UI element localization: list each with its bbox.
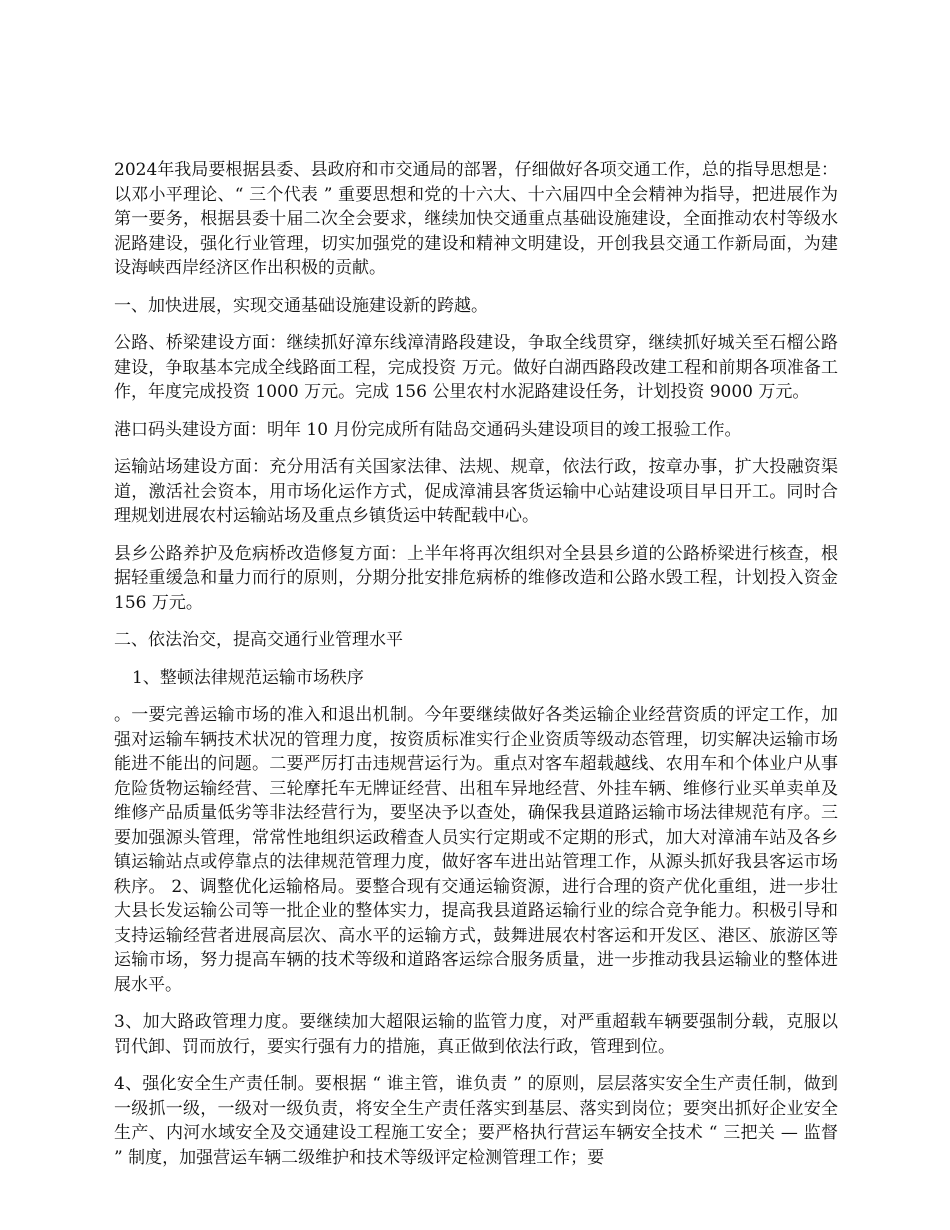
paragraph-road-maintenance: 县乡公路养护及危病桥改造修复方面：上半年将再次组织对全县县乡道的公路桥梁进行核查，根据轻重缓急和量力而行的原则，分期分批安排危病桥的维修改造和公路水毁工程，计划投入资金 156 万元。 <box>114 543 838 613</box>
section-heading-1: 一、加快进展，实现交通基础设施建设新的跨越。 <box>114 295 488 316</box>
section-heading-2: 二、依法治交，提高交通行业管理水平 <box>114 630 403 650</box>
paragraph-highway-bridge: 公路、桥梁建设方面：继续抓好漳东线漳清路段建设，争取全线贯穿，继续抓好城关至石榴公路建设，争取基本完成全线路面工程，完成投资 万元。做好白湖西路段改建工程和前期各项准备工作，年度完成投资 1000 万元。完成 156 公里农村水泥路建设任务，计划投资 9000 万元。 <box>114 333 838 402</box>
paragraph-road-administration: 3、加大路政管理力度。要继续加大超限运输的监管力度，对严重超载车辆要强制分载，克服以罚代卸、罚而放行，要实行强有力的措施，真正做到依法行政，管理到位。 <box>114 1012 838 1057</box>
paragraph-market-regulation: 。一要完善运输市场的准入和退出机制。今年要继续做好各类运输企业经营资质的评定工作，加强对运输车辆技术状况的管理力度，按资质标准实行企业资质等级动态管理，切实解决运输市场能进不能出的问题。二要严厉打击违规营运行为。重点对客车超载越线、农用车和个体业户从事危险货物运输经营、三轮摩托车无牌证经营、出租车异地经营、外挂车辆、维修行业买单卖单及维修产品质量低劣等非法经营行为，要坚决予以查处，确保我县道路运输市场法律规范有序。三要加强源头管理，常常性地组织运政稽查人员实行定期或不定期的形式，加大对漳浦车站及各乡镇运输站点或停靠点的法律规范管理力度，做好客车进出站管理工作，从源头抓好我县客运市场秩序。 2、调整优化运输格局。要整合现有交通运输资源，进行合理的资产优化重组，进一步壮大县长发运输公司等一批企业的整体实力，提高我县道路运输行业的综合竞争能力。积极引导和支持运输经营者进展高层次、高水平的运输方式，鼓舞进展农村客运和开发区、港区、旅游区等运输市场，努力提高车辆的技术等级和道路客运综合服务质量，进一步推动我县运输业的整体进展水平。 <box>114 705 838 995</box>
paragraph-safety-responsibility: 4、强化安全生产责任制。要根据 “ 谁主管，谁负责 ” 的原则，层层落实安全生产责任制，做到一级抓一级，一级对一级负责，将安全生产责任落实到基层、落实到岗位；要突出抓好企业安全生产、内河水域安全及交通建设工程施工安全；要严格执行营运车辆安全技术 “ 三把关 — 监督 ” 制度，加强营运车辆二级维护和技术等级评定检测管理工作；要 <box>114 1074 838 1168</box>
document-body <box>114 158 838 1183</box>
subheading-market-order: 1、整顿法律规范运输市场秩序 <box>132 667 364 688</box>
paragraph-port-wharf: 港口码头建设方面：明年 10 月份完成所有陆岛交通码头建设项目的竣工报验工作。 <box>114 419 742 440</box>
paragraph-transport-station: 运输站场建设方面：充分用活有关国家法律、法规、规章，依法行政，按章办事，扩大投融资渠道，激活社会资本，用市场化运作方式，促成漳浦县客货运输中心站建设项目早日开工。同时合理规划进展农村运输站场及重点乡镇货运中转配载中心。 <box>114 457 838 526</box>
intro-paragraph: 2024年我局要根据县委、县政府和市交通局的部署，仔细做好各项交通工作，总的指导思想是：以邓小平理论、“ 三个代表 ” 重要思想和党的十六大、十六届四中全会精神为指导，把进展作为第一要务，根据县委十届二次全会要求，继续加快交通重点基础设施建设，全面推动农村等级水泥路建设，强化行业管理，切实加强党的建设和精神文明建设，开创我县交通工作新局面，为建设海峡西岸经济区作出积极的贡献。 <box>114 160 838 278</box>
